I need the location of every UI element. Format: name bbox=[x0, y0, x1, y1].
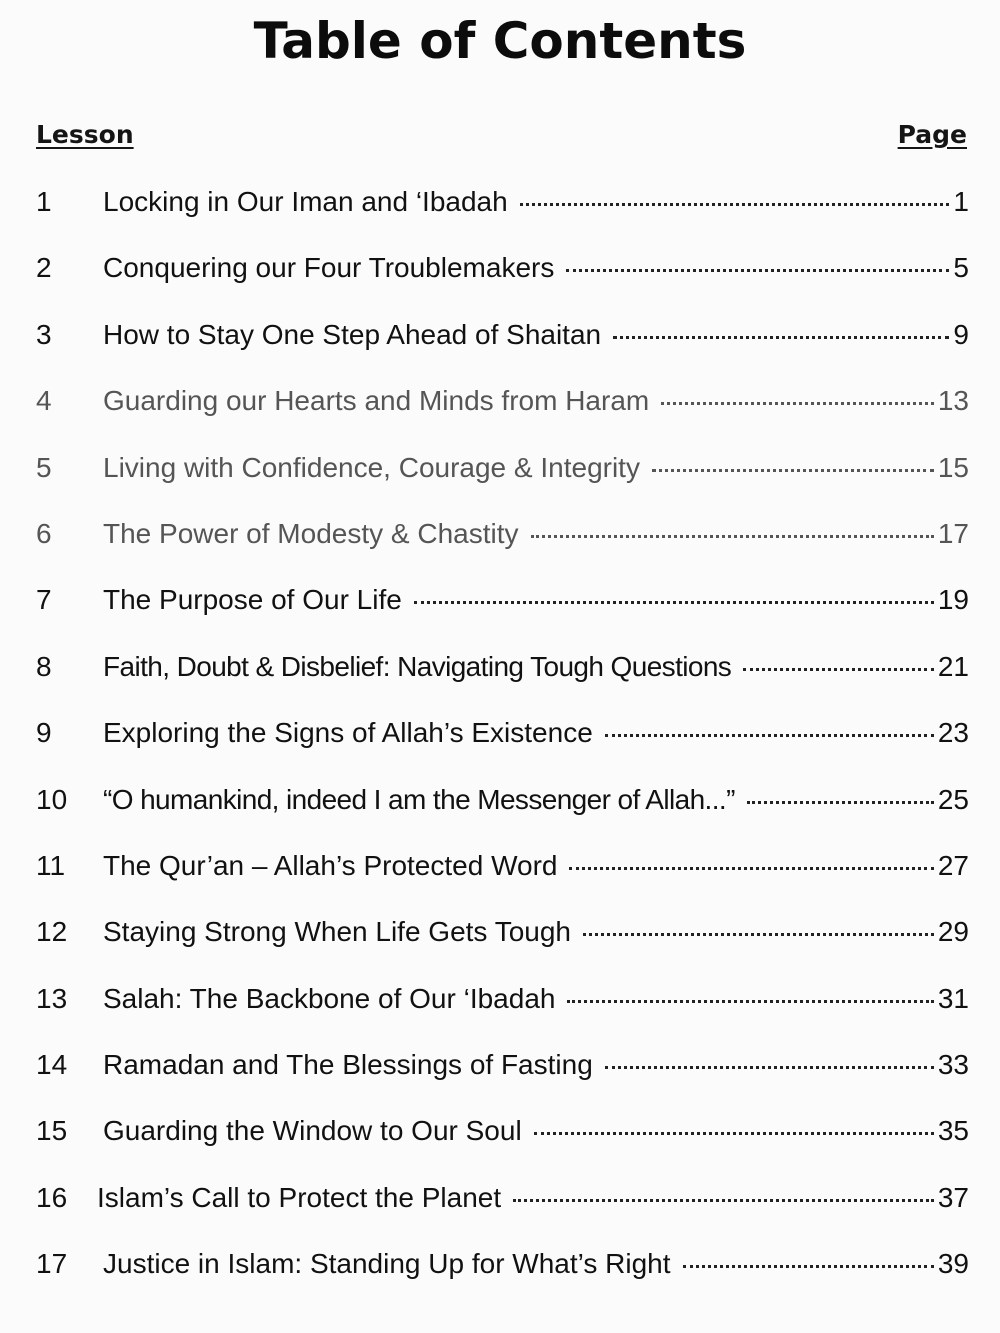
dot-leader bbox=[613, 336, 949, 339]
lesson-number: 15 bbox=[36, 1115, 68, 1147]
dot-leader bbox=[566, 269, 949, 272]
page-number: 5 bbox=[953, 252, 969, 284]
page-number: 33 bbox=[937, 1049, 969, 1081]
lesson-title: Justice in Islam: Standing Up for What’s Right bbox=[103, 1248, 671, 1280]
page-number: 37 bbox=[937, 1181, 969, 1213]
lesson-number: 14 bbox=[36, 1049, 68, 1081]
lesson-number: 3 bbox=[36, 318, 52, 350]
lesson-title: “O humankind, indeed I am the Messenger of Allah...” bbox=[103, 783, 735, 815]
lesson-number: 11 bbox=[36, 849, 66, 881]
page-title: Table of Contents bbox=[253, 12, 747, 70]
lesson-title: Ramadan and The Blessings of Fasting bbox=[103, 1049, 593, 1081]
page-number: 35 bbox=[937, 1115, 969, 1147]
dot-leader bbox=[683, 1265, 934, 1268]
lesson-title: Staying Strong When Life Gets Tough bbox=[103, 916, 571, 948]
dot-leader bbox=[513, 1199, 934, 1202]
dot-leader bbox=[747, 801, 934, 804]
dot-leader bbox=[534, 1132, 934, 1135]
page-number: 25 bbox=[937, 783, 969, 815]
dot-leader bbox=[583, 933, 934, 936]
lesson-number: 7 bbox=[36, 584, 52, 616]
toc-entry bbox=[0, 647, 1000, 713]
lesson-title: Exploring the Signs of Allah’s Existence bbox=[103, 717, 593, 749]
lesson-number: 17 bbox=[36, 1248, 68, 1280]
page-number: 19 bbox=[937, 584, 969, 616]
lesson-number: 4 bbox=[36, 385, 52, 417]
lesson-title: Living with Confidence, Courage & Integrity bbox=[103, 451, 640, 483]
dot-leader bbox=[661, 402, 934, 405]
toc-entry bbox=[0, 1178, 1000, 1244]
page-number: 23 bbox=[937, 717, 969, 749]
toc-entry bbox=[0, 846, 1000, 912]
page-number: 17 bbox=[937, 517, 969, 549]
lesson-number: 5 bbox=[36, 451, 52, 483]
lesson-number: 2 bbox=[36, 252, 52, 284]
lesson-title: How to Stay One Step Ahead of Shaitan bbox=[103, 318, 602, 350]
toc-entry bbox=[0, 713, 1000, 779]
page-number: 15 bbox=[937, 451, 969, 483]
page-number: 31 bbox=[937, 982, 969, 1014]
dot-leader bbox=[652, 469, 934, 472]
lesson-number: 9 bbox=[36, 717, 52, 749]
toc-entry bbox=[0, 514, 1000, 580]
toc-entry bbox=[0, 912, 1000, 978]
page-column-header: Page bbox=[897, 120, 967, 149]
toc-entry bbox=[0, 182, 1000, 248]
dot-leader bbox=[520, 203, 950, 206]
toc-entry bbox=[0, 1244, 1000, 1310]
lesson-number: 1 bbox=[36, 186, 52, 217]
lesson-title: Islam’s Call to Protect the Planet bbox=[97, 1181, 502, 1213]
lesson-title: Guarding the Window to Our Soul bbox=[103, 1115, 522, 1147]
lesson-column-header: Lesson bbox=[36, 120, 134, 149]
dot-leader bbox=[531, 535, 934, 538]
lesson-title: Faith, Doubt & Disbelief: Navigating Tough Questions bbox=[103, 650, 732, 682]
lesson-number: 8 bbox=[36, 650, 52, 682]
lesson-title: The Power of Modesty & Chastity bbox=[103, 517, 519, 549]
lesson-number: 6 bbox=[36, 517, 52, 549]
lesson-number: 10 bbox=[36, 783, 68, 815]
toc-entry bbox=[0, 381, 1000, 447]
lesson-number: 12 bbox=[36, 916, 68, 948]
dot-leader bbox=[605, 1066, 934, 1069]
toc-entry bbox=[0, 580, 1000, 646]
lesson-title: Conquering our Four Troublemakers bbox=[103, 252, 555, 284]
lesson-title: The Qur’an – Allah’s Protected Word bbox=[103, 849, 558, 881]
toc-entry bbox=[0, 315, 1000, 381]
lesson-number: 13 bbox=[36, 982, 68, 1014]
toc-entry bbox=[0, 1111, 1000, 1177]
page-number: 29 bbox=[937, 916, 969, 948]
toc-entry bbox=[0, 979, 1000, 1045]
page-number: 13 bbox=[937, 385, 969, 417]
dot-leader bbox=[569, 867, 933, 870]
dot-leader bbox=[743, 668, 934, 671]
lesson-title: Guarding our Hearts and Minds from Haram bbox=[103, 385, 650, 417]
page-number: 27 bbox=[937, 849, 969, 881]
lesson-title: Locking in Our Iman and ‘Ibadah bbox=[103, 186, 508, 217]
lesson-number: 16 bbox=[36, 1181, 68, 1213]
toc-entry bbox=[0, 448, 1000, 514]
dot-leader bbox=[605, 734, 934, 737]
page-number: 21 bbox=[937, 650, 969, 682]
toc-entry bbox=[0, 248, 1000, 314]
toc-entry bbox=[0, 780, 1000, 846]
page-number: 1 bbox=[953, 186, 969, 217]
toc-entry bbox=[0, 1045, 1000, 1111]
lesson-title: The Purpose of Our Life bbox=[103, 584, 402, 616]
dot-leader bbox=[414, 601, 934, 604]
page-number: 9 bbox=[953, 318, 969, 350]
table-of-contents-list bbox=[0, 182, 1000, 1311]
page-number: 39 bbox=[937, 1248, 969, 1280]
dot-leader bbox=[567, 1000, 933, 1003]
lesson-title: Salah: The Backbone of Our ‘Ibadah bbox=[103, 982, 556, 1014]
